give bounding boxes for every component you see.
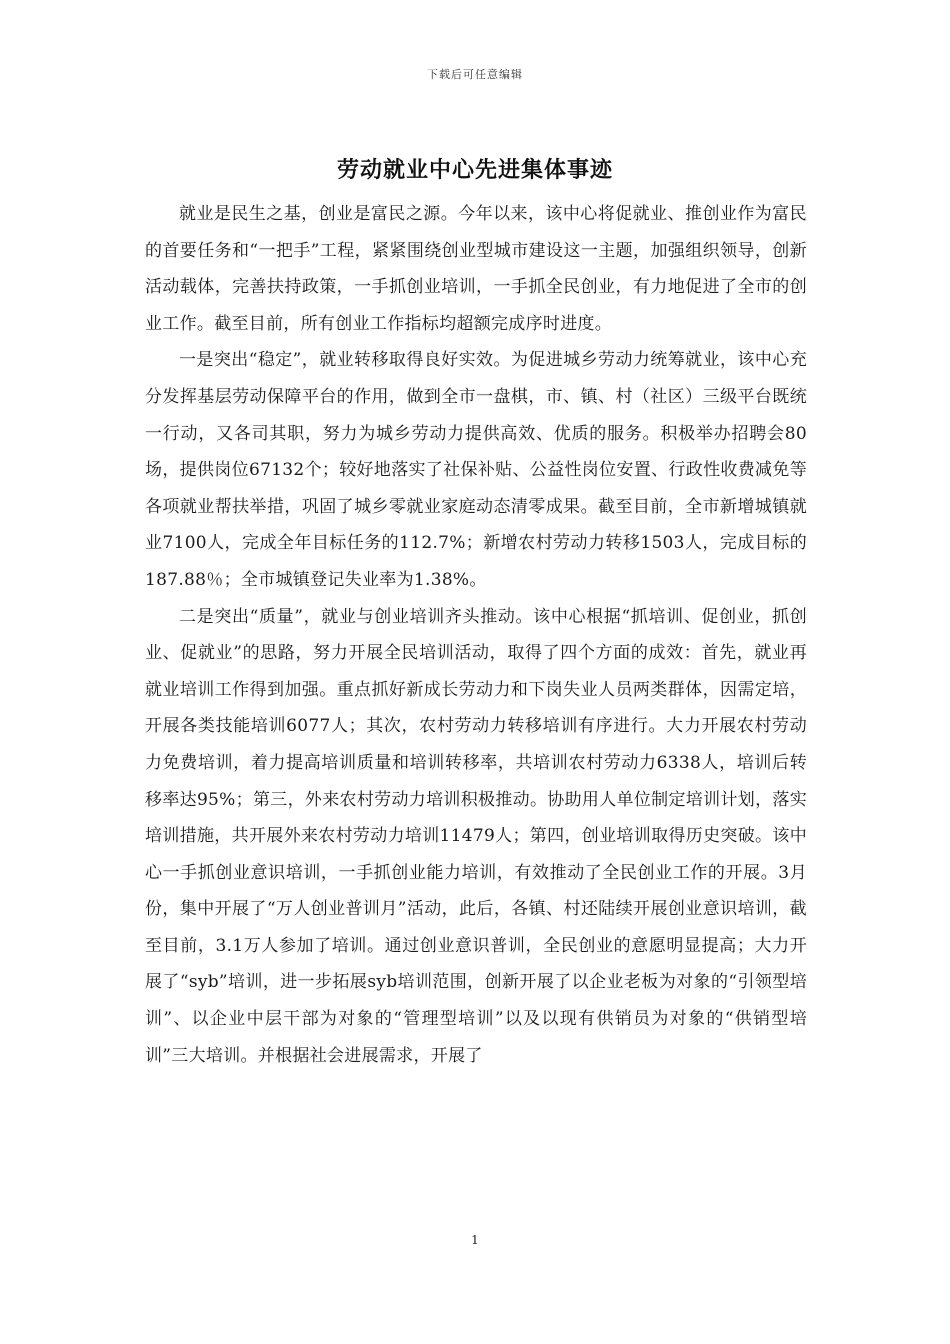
document-title: 劳动就业中心先进集体事迹 [336, 157, 613, 183]
page-number: 1 [471, 1233, 479, 1247]
paragraph-stability: 一是突出“稳定”，就业转移取得良好实效。为促进城乡劳动力统筹就业，该中心充分发挥基层劳动保障平台的作用，做到全市一盘棋，市、镇、村（社区）三级平台既统一行动，又各司其职，努力为城乡劳动力提供高效、优质的服务。积极举办招聘会80场，提供岗位67132个；较好地落实了社保补贴、公益性岗位安置、行政性收费减免等各项就业帮扶举措，巩固了城乡零就业家庭动态清零成果。截至目前，全市新增城镇就业7100人，完成全年目标任务的112.7%；新增农村劳动力转移1503人，完成目标的187.88％；全市城镇登记失业率为1.38%。 [145, 350, 807, 590]
page-header-note: 下载后可任意编辑 [427, 68, 523, 81]
paragraph-quality: 二是突出“质量”，就业与创业培训齐头推动。该中心根据“抓培训、促创业，抓创业、促就业”的思路，努力开展全民培训活动，取得了四个方面的成效：首先，就业再就业培训工作得到加强。重点抓好新成长劳动力和下岗失业人员两类群体，因需定培，开展各类技能培训6077人；其次，农村劳动力转移培训有序进行。大力开展农村劳动力免费培训，着力提高培训质量和培训转移率，共培训农村劳动力6338人，培训后转移率达95%；第三，外来农村劳动力培训积极推动。协助用人单位制定培训计划，落实培训措施，共开展外来农村劳动力培训11479人；第四，创业培训取得历史突破。该中心一手抓创业意识培训，一手抓创业能力培训，有效推动了全民创业工作的开展。3月份，集中开展了“万人创业普训月”活动，此后，各镇、村还陆续开展创业意识培训，截至目前，3.1万人参加了培训。通过创业意识普训，全民创业的意愿明显提高；大力开展了“syb”培训，进一步拓展syb培训范围，创新开展了以企业老板为对象的“引领型培训”、以企业中层干部为对象的“管理型培训”以及以现有供销员为对象的“供销型培训”三大培训。并根据社会进展需求，开展了 [145, 606, 807, 1066]
paragraph-intro: 就业是民生之基，创业是富民之源。今年以来，该中心将促就业、推创业作为富民的首要任务和“一把手”工程，紧紧围绕创业型城市建设这一主题，加强组织领导，创新活动载体，完善扶持政策，一手抓创业培训，一手抓全民创业，有力地促进了全市的创业工作。截至目前，所有创业工作指标均超额完成序时进度。 [145, 204, 807, 334]
document-body [145, 196, 807, 1074]
